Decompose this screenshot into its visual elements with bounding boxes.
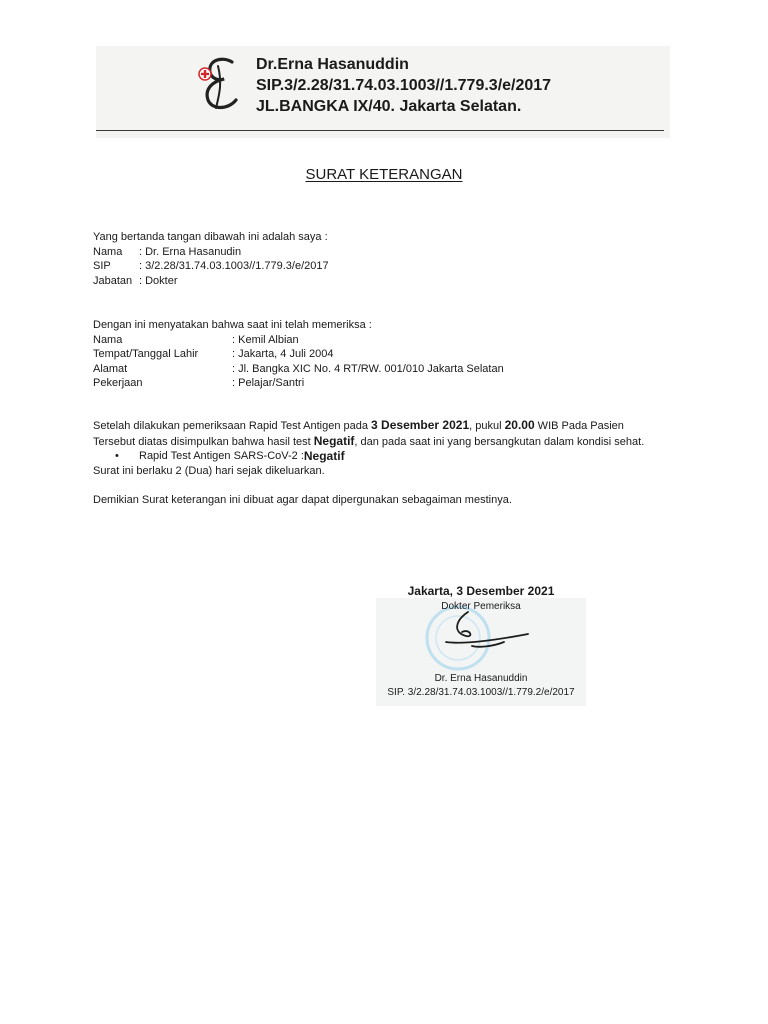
result-word: Negatif: [313, 433, 355, 448]
patient-address-label: Alamat: [93, 362, 128, 375]
patient-name-row: [93, 333, 663, 348]
document-title-text: SURAT KETERANGAN: [305, 166, 463, 183]
patient-job-value: : Pelajar/Santri: [232, 377, 305, 389]
statement-text: Dengan ini menyatakan bahwa saat ini telah memeriksa :: [93, 319, 372, 331]
document-title: [0, 166, 768, 183]
bullet-icon: •: [115, 450, 119, 462]
patient-address-row: [93, 362, 663, 377]
patient-birth-value: : Jakarta, 4 Juli 2004: [232, 348, 334, 360]
patient-name-label: Nama: [93, 333, 123, 346]
patient-address-value: : Jl. Bangka XIC No. 4 RT/RW. 001/010 Jakarta Selatan: [232, 362, 504, 375]
letterhead-sip: SIP.3/2.28/31.74.03.1003//1.779.3/e/2017: [256, 77, 552, 94]
result-section: [93, 418, 663, 507]
signature-sip: SIP. 3/2.28/31.74.03.1003//1.779.2/e/2017: [387, 687, 575, 698]
patient-birth-label: Tempat/Tanggal Lahir: [93, 348, 199, 360]
result-paragraph: [93, 418, 663, 449]
signature-block: [376, 584, 586, 706]
result-text-3: WIB Pada Pasien Tersebut diatas disimpulkan bahwa hasil test: [93, 420, 624, 448]
result-text-2: , pukul: [469, 420, 505, 432]
letterhead-text: [256, 54, 551, 117]
doctor-role-row: [93, 274, 663, 289]
validity-text: Surat ini berlaku 2 (Dua) hari sejak dikeluarkan.: [93, 464, 325, 477]
letterhead: [96, 46, 670, 138]
doctor-section: [93, 230, 663, 288]
patient-section: [93, 318, 663, 391]
bullet-label: Rapid Test Antigen SARS-CoV-2 :: [139, 450, 304, 462]
patient-job-row: [93, 376, 663, 391]
result-text-4: , dan pada saat ini yang bersangkutan dalam kondisi sehat.: [354, 435, 645, 448]
doctor-name-label: Nama: [93, 245, 123, 258]
result-time: 20.00: [504, 418, 535, 432]
closing-text: Demikian Surat keterangan ini dibuat agar dapat dipergunakan sebagaiman mestinya.: [93, 493, 512, 506]
doctor-sip-row: [93, 259, 663, 274]
letterhead-doctor-name: Dr.Erna Hasanuddin: [256, 56, 409, 73]
bullet-value: Negatif: [303, 449, 345, 463]
letterhead-divider: [96, 130, 664, 131]
result-text-1: Setelah dilakukan pemeriksaan Rapid Test Antigen pada: [93, 420, 372, 432]
letterhead-address: JL.BANGKA IX/40. Jakarta Selatan.: [256, 98, 522, 115]
doctor-sip-value: : 3/2.28/31.74.03.1003//1.779.3/e/2017: [139, 260, 329, 272]
doctor-role-value: : Dokter: [139, 274, 178, 287]
patient-job-label: Pekerjaan: [93, 377, 143, 389]
signature-name: Dr. Erna Hasanuddin: [434, 673, 528, 684]
signature-role: Dokter Pemeriksa: [441, 601, 521, 612]
spacer: [93, 478, 663, 493]
test-result-bullet: [115, 449, 663, 464]
doctor-name-row: [93, 245, 663, 260]
patient-name-value: : Kemil Albian: [232, 333, 299, 346]
intro-text: Yang bertanda tangan dibawah ini adalah saya :: [93, 231, 328, 243]
signature-date: Jakarta, 3 Desember 2021: [407, 584, 555, 598]
doctor-name-value: : Dr. Erna Hasanudin: [139, 245, 242, 258]
doctor-sip-label: SIP: [93, 260, 111, 272]
patient-birth-row: [93, 347, 663, 362]
clinic-logo-icon: [196, 52, 248, 114]
result-date: 3 Desember 2021: [371, 418, 470, 432]
doctor-role-label: Jabatan: [93, 274, 133, 287]
